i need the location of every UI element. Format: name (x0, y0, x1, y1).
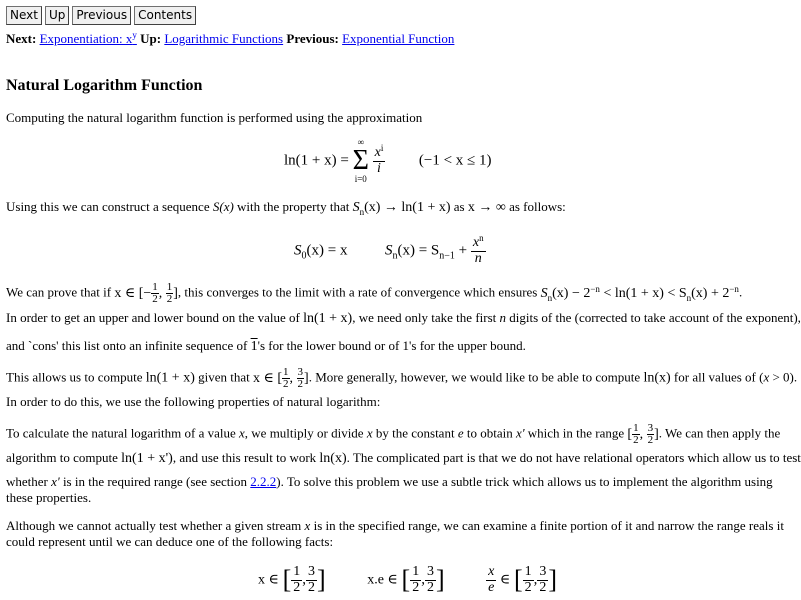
paragraph-algorithm: algorithm to compute ln(1 + x'), and use this result to work ln(x). The complicated part is that we do not have relational operators which allow us to test (6, 450, 801, 466)
next-button[interactable]: Next (6, 6, 42, 25)
nav-links (6, 31, 454, 47)
previous-button[interactable]: Previous (72, 6, 131, 25)
paragraph-range: whether x' is in the required range (see section 2.2.2). To solve this problem we use a subtle trick which allows us to implement the algorithm using these properties. (6, 474, 773, 505)
next-label: Next: (6, 31, 37, 46)
sum-symbol: ∞ Σ i=0 (352, 137, 369, 184)
equation-facts: x ∈ [ $\frac{1}{2}$ , $\frac{3}{2}$ ] x.e ∈ [ $\frac{1}{2}$ , $\frac{3}{2}$ ] $\frac{x}{e}$ ∈ [ $\frac{1}{2}$ , $\frac{3}{2}$ ] (258, 564, 558, 595)
previous-link[interactable]: Exponential Function (342, 31, 455, 46)
nav-buttons (6, 6, 196, 25)
series-condition: (−1 < x ≤ 1) (418, 152, 492, 169)
equation-sequence: $S_0(x) = x$ $S_n(x) = S_{n-1}$ + $\frac{x^n}{n}$ (294, 233, 484, 266)
paragraph-general: This allows us to compute ln(1 + x) given that x ∈ [ $\frac{1}{2}$ , $\frac{3}{2}$ ]. More generally, however, we would like to be able to compute ln(x) for all values of (x > 0). (6, 366, 798, 390)
paragraph-sequence: Using this we can construct a sequence S(x) with the property that $S_n(x) \to \ln(1 + x)$ as x → ∞ as follows: (6, 199, 566, 217)
sequence-fraction: $\frac{x^n}{n}$ (472, 233, 484, 266)
paragraph-convergence: We can prove that if x ∈ [− $\frac{1}{2}$ , $\frac{1}{2}$ ], this converges to the limit with a rate of convergence which ensures $S_n(x) - 2^{-n} < \ln(1 + x) < S_n(x) + 2^{-n}$. (6, 281, 743, 305)
previous-label: Previous: (286, 31, 339, 46)
paragraph-cons: and `cons' this list onto an infinite sequence of 1's for the lower bound or of 1's for the upper bound. (6, 338, 526, 354)
next-link[interactable]: Exponentiation: $x^y$ (39, 30, 137, 46)
contents-button[interactable]: Contents (134, 6, 196, 25)
paragraph-intro: Computing the natural logarithm function is performed using the approximation (6, 110, 423, 125)
up-label: Up: (140, 31, 162, 46)
series-fraction: $\frac{x^i}{i}$ (374, 142, 384, 176)
up-button[interactable]: Up (45, 6, 69, 25)
paragraph-properties: In order to do this, we use the following properties of natural logarithm: (6, 394, 381, 409)
up-link[interactable]: Logarithmic Functions (164, 31, 284, 46)
paragraph-stream: Although we cannot actually test whether a given stream x is in the specified range, we can examine a finite portion of it and narrow the range reals it could represent until we can deduce one of the following facts: (6, 518, 784, 549)
paragraph-bounds: In order to get an upper and lower bound on the value of ln(1 + x), we need only take the first n digits of the (corrected to take account of the exponent), (6, 310, 801, 326)
section-link[interactable]: 2.2.2 (250, 474, 277, 489)
paragraph-calculate: To calculate the natural logarithm of a value x, we multiply or divide x by the constant e to obtain x' which in the range [ $\frac{1}{2}$ , $\frac{3}{2}$ ]. We can then apply the (6, 422, 781, 446)
equation-series: ln(1 + x) = ∞ Σ i=0 $\frac{x^i}{i}$ (−1 < x ≤ 1) (284, 137, 492, 184)
page-title: Natural Logarithm Function (6, 77, 203, 94)
